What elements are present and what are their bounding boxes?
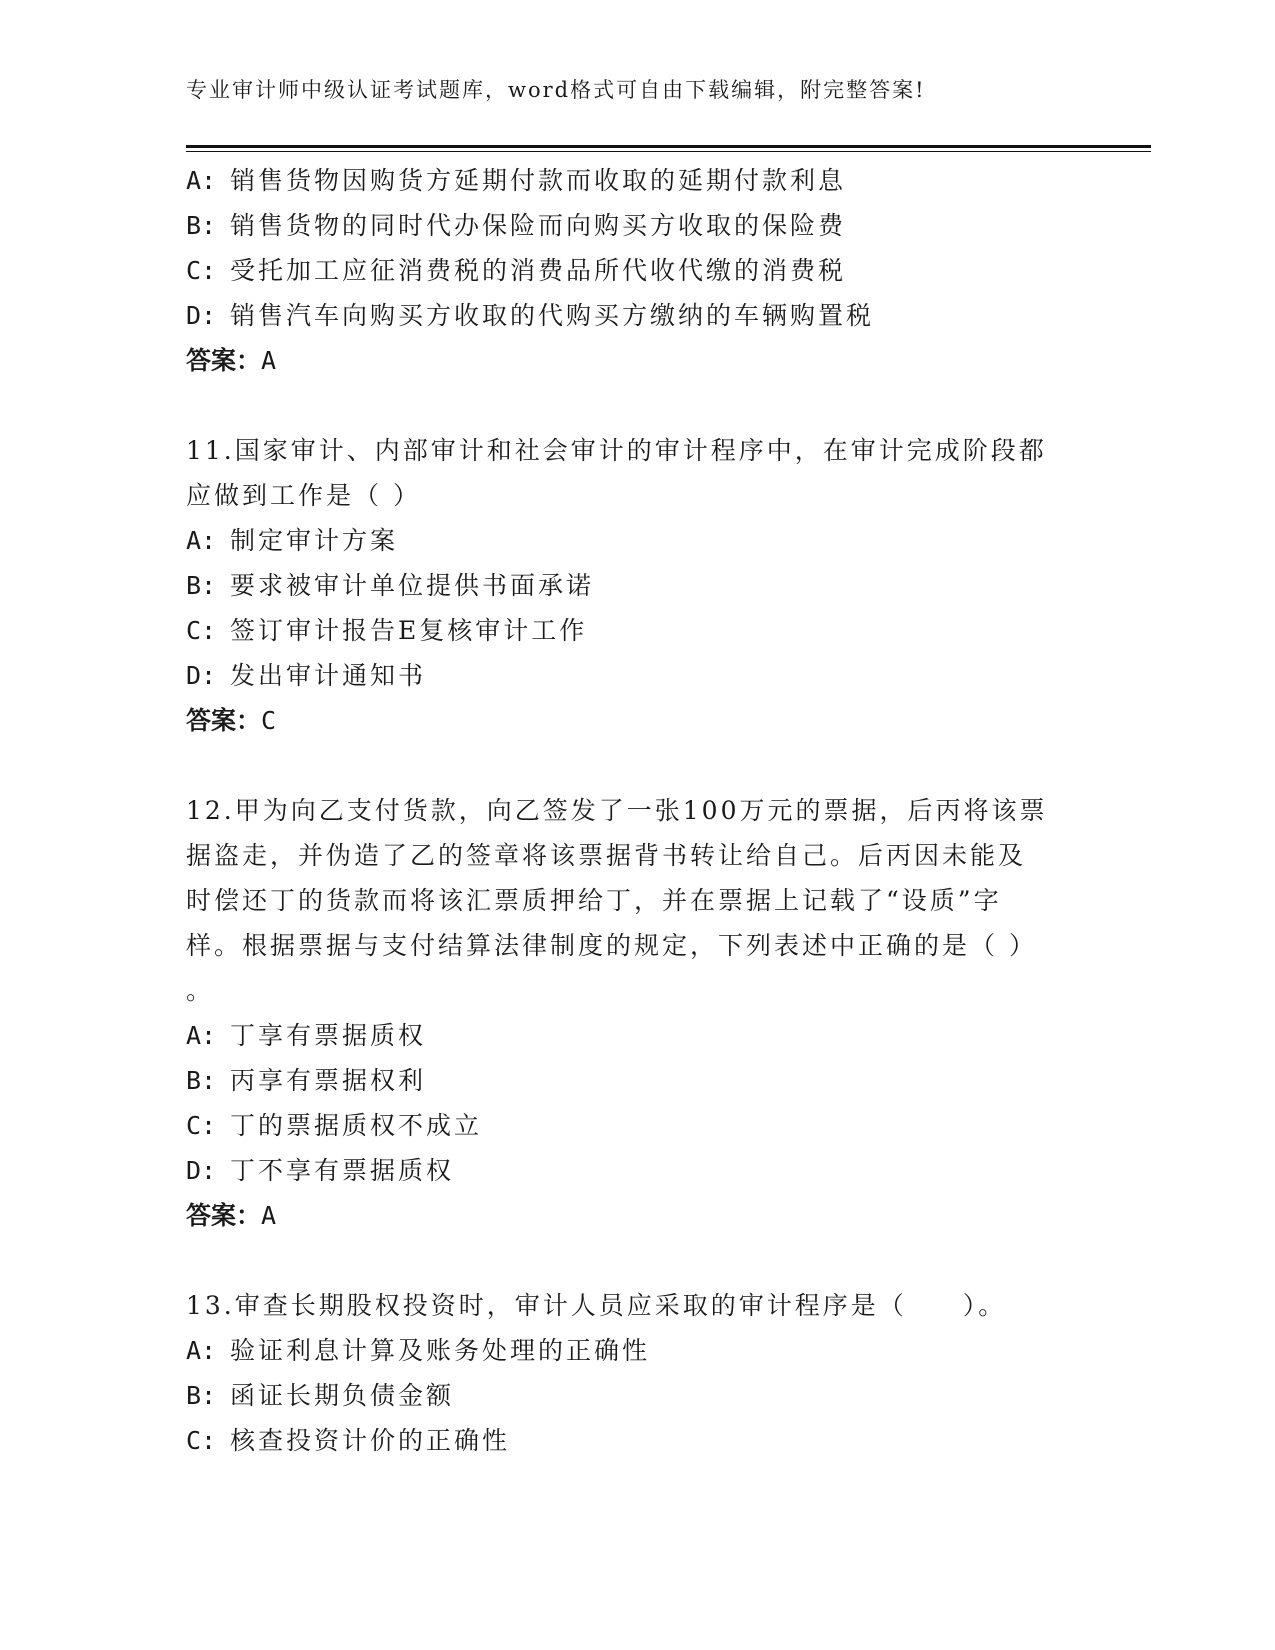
option-d: D: 发出审计通知书 bbox=[186, 661, 427, 690]
option-b: B: 销售货物的同时代办保险而向购买方收取的保险费 bbox=[186, 211, 847, 240]
question-block-10 bbox=[186, 158, 1086, 383]
option-b: B: 函证长期负债金额 bbox=[186, 1381, 455, 1410]
answer: 答案：C bbox=[186, 706, 277, 735]
option-a: A: 丁享有票据质权 bbox=[186, 1021, 427, 1050]
question-stem-line: 11.国家审计、内部审计和社会审计的审计程序中，在审计完成阶段都 bbox=[186, 436, 1047, 465]
header-rule-thin bbox=[186, 151, 1151, 152]
option-a: A: 制定审计方案 bbox=[186, 526, 399, 555]
page-header: 专业审计师中级认证考试题库，word格式可自由下载编辑，附完整答案! bbox=[186, 78, 926, 102]
option-c: C: 签订审计报告E复核审计工作 bbox=[186, 616, 588, 645]
answer: 答案：A bbox=[186, 346, 277, 375]
header-rule-thick bbox=[186, 145, 1151, 148]
option-a: A: 验证利息计算及账务处理的正确性 bbox=[186, 1336, 651, 1365]
question-stem-line: 12.甲为向乙支付货款，向乙签发了一张100万元的票据，后丙将该票 bbox=[186, 796, 1048, 825]
question-block-13 bbox=[186, 1283, 1086, 1463]
option-c: C: 受托加工应征消费税的消费品所代收代缴的消费税 bbox=[186, 256, 847, 285]
answer: 答案：A bbox=[186, 1201, 277, 1230]
option-a: A: 销售货物因购货方延期付款而收取的延期付款利息 bbox=[186, 166, 847, 195]
question-block-12 bbox=[186, 788, 1086, 1238]
question-stem-line: 应做到工作是（ ） bbox=[186, 481, 421, 510]
option-d: D: 丁不享有票据质权 bbox=[186, 1156, 455, 1185]
question-stem-line: 据盗走，并伪造了乙的签章将该票据背书转让给自己。后丙因未能及 bbox=[186, 841, 1027, 870]
option-b: B: 丙享有票据权利 bbox=[186, 1066, 427, 1095]
option-c: C: 核查投资计价的正确性 bbox=[186, 1426, 511, 1455]
question-list bbox=[186, 158, 1086, 1463]
option-b: B: 要求被审计单位提供书面承诺 bbox=[186, 571, 595, 600]
option-d: D: 销售汽车向购买方收取的代购买方缴纳的车辆购置税 bbox=[186, 301, 875, 330]
question-stem-line: 样。根据票据与支付结算法律制度的规定，下列表述中正确的是（ ） bbox=[186, 931, 1037, 960]
question-stem-line: 。 bbox=[186, 976, 215, 1005]
question-stem-line: 时偿还丁的货款而将该汇票质押给丁，并在票据上记载了“设质”字 bbox=[186, 886, 1002, 915]
question-stem-line: 13.审查长期股权投资时，审计人员应采取的审计程序是（ ）。 bbox=[186, 1291, 1007, 1320]
option-c: C: 丁的票据质权不成立 bbox=[186, 1111, 483, 1140]
question-block-11 bbox=[186, 428, 1086, 743]
